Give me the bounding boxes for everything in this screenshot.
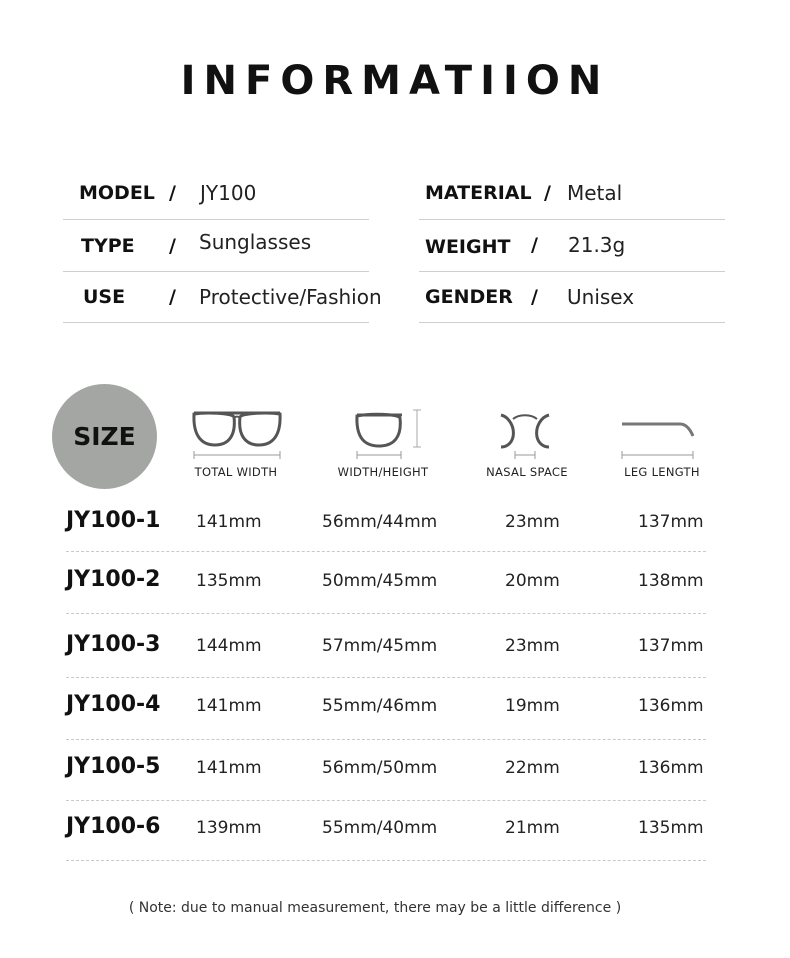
row-width-height: 55mm/40mm <box>322 818 438 838</box>
row-total-width: 135mm <box>196 571 262 591</box>
spec-slash: / <box>531 286 538 308</box>
row-model: JY100-3 <box>66 632 161 657</box>
spec-value: Unisex <box>567 285 635 309</box>
row-divider <box>66 551 706 552</box>
row-nasal-space: 20mm <box>505 571 560 591</box>
total-width-icon <box>166 405 306 465</box>
spec-model <box>63 180 369 232</box>
row-divider <box>66 860 706 861</box>
spec-slash: / <box>169 235 176 257</box>
row-model: JY100-1 <box>66 508 161 533</box>
size-badge <box>52 384 157 489</box>
table-row <box>66 814 706 854</box>
spec-slash: / <box>169 286 176 308</box>
row-divider <box>66 677 706 678</box>
row-nasal-space: 21mm <box>505 818 560 838</box>
row-model: JY100-5 <box>66 754 161 779</box>
spec-value: 21.3g <box>568 233 626 257</box>
table-row <box>66 567 706 607</box>
row-total-width: 141mm <box>196 758 262 778</box>
row-leg-length: 138mm <box>638 571 704 591</box>
row-leg-length: 137mm <box>638 636 704 656</box>
spec-type <box>63 232 369 284</box>
row-model: JY100-2 <box>66 567 161 592</box>
spec-divider <box>419 219 725 220</box>
row-leg-length: 137mm <box>638 512 704 532</box>
column-leg-length <box>592 405 732 485</box>
row-divider <box>66 800 706 801</box>
row-leg-length: 136mm <box>638 758 704 778</box>
table-row <box>66 754 706 794</box>
row-nasal-space: 19mm <box>505 696 560 716</box>
column-label: WIDTH/HEIGHT <box>337 465 429 479</box>
spec-value: Sunglasses <box>199 230 312 254</box>
row-width-height: 50mm/45mm <box>322 571 438 591</box>
row-model: JY100-4 <box>66 692 161 717</box>
column-label: NASAL SPACE <box>486 465 568 479</box>
row-leg-length: 135mm <box>638 818 704 838</box>
spec-divider <box>63 271 369 272</box>
spec-weight <box>419 232 725 284</box>
row-width-height: 57mm/45mm <box>322 636 438 656</box>
measurement-note: ( Note: due to manual measurement, there may be a little difference ) <box>128 900 622 916</box>
spec-divider <box>419 322 725 323</box>
spec-label: MATERIAL <box>425 182 532 204</box>
spec-value: Protective/Fashion <box>199 285 382 309</box>
spec-divider <box>63 322 369 323</box>
row-total-width: 141mm <box>196 512 262 532</box>
row-nasal-space: 23mm <box>505 636 560 656</box>
table-row <box>66 692 706 732</box>
leg-length-icon <box>592 405 732 465</box>
row-model: JY100-6 <box>66 814 161 839</box>
spec-label: MODEL <box>79 182 155 204</box>
page-title: INFORMATIION <box>180 58 610 104</box>
row-width-height: 56mm/44mm <box>322 512 438 532</box>
size-badge-label: SIZE <box>73 422 136 451</box>
spec-label: USE <box>83 286 126 308</box>
nasal-space-icon <box>457 405 597 465</box>
column-label: LEG LENGTH <box>624 465 700 479</box>
column-label: TOTAL WIDTH <box>194 465 278 479</box>
spec-value: JY100 <box>200 181 257 205</box>
row-total-width: 141mm <box>196 696 262 716</box>
row-nasal-space: 22mm <box>505 758 560 778</box>
spec-label: TYPE <box>81 235 135 257</box>
spec-slash: / <box>544 182 551 204</box>
row-divider <box>66 739 706 740</box>
spec-divider <box>419 271 725 272</box>
row-width-height: 56mm/50mm <box>322 758 438 778</box>
spec-gender <box>419 285 725 337</box>
spec-use <box>63 285 393 337</box>
column-total-width <box>166 405 306 485</box>
column-nasal-space <box>457 405 597 485</box>
spec-label: GENDER <box>425 286 513 308</box>
width-height-icon <box>313 405 453 465</box>
row-nasal-space: 23mm <box>505 512 560 532</box>
row-total-width: 144mm <box>196 636 262 656</box>
spec-material <box>419 180 725 232</box>
spec-slash: / <box>531 234 538 256</box>
spec-label: WEIGHT <box>425 236 511 258</box>
spec-slash: / <box>169 182 176 204</box>
row-leg-length: 136mm <box>638 696 704 716</box>
table-row <box>66 508 706 548</box>
row-total-width: 139mm <box>196 818 262 838</box>
column-width-height <box>313 405 453 485</box>
spec-value: Metal <box>567 181 623 205</box>
spec-divider <box>63 219 369 220</box>
row-width-height: 55mm/46mm <box>322 696 438 716</box>
table-row <box>66 632 706 672</box>
row-divider <box>66 613 706 614</box>
